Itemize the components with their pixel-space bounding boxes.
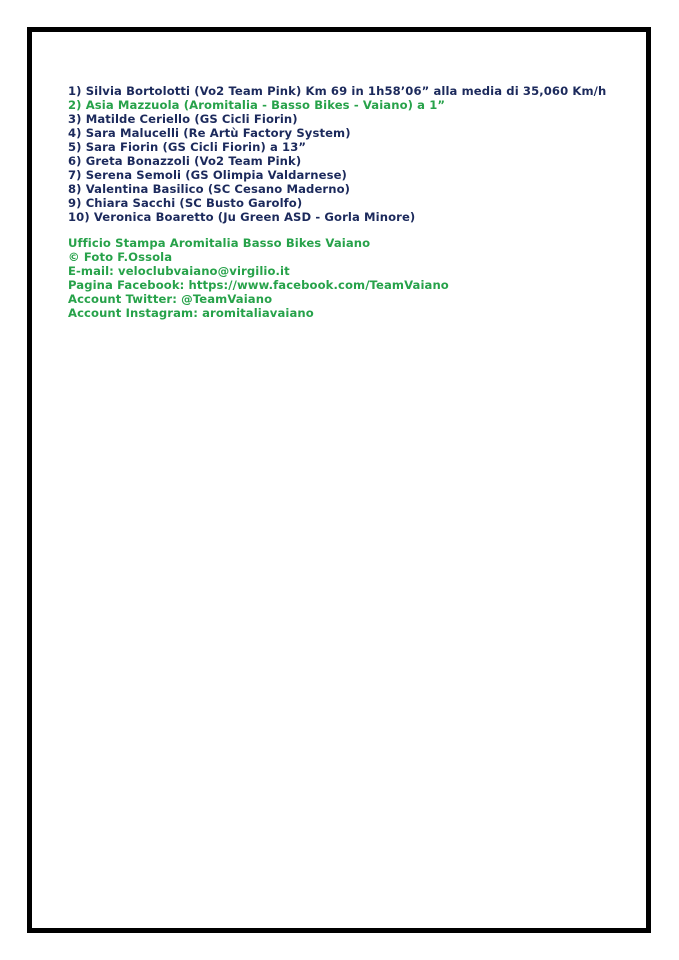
photo-credit-line: © Foto F.Ossola: [68, 250, 173, 264]
result-row-6: 6) Greta Bonazzoli (Vo2 Team Pink): [68, 154, 302, 168]
press-footer: [68, 236, 636, 320]
press-office-line: Ufficio Stampa Aromitalia Basso Bikes Vaiano: [68, 236, 371, 250]
result-row-8: 8) Valentina Basilico (SC Cesano Maderno): [68, 182, 351, 196]
twitter-line[interactable]: Account Twitter: @TeamVaiano: [68, 292, 273, 306]
facebook-line[interactable]: Pagina Facebook: https://www.facebook.com/TeamVaiano: [68, 278, 449, 292]
result-row-5: 5) Sara Fiorin (GS Cicli Fiorin) a 13”: [68, 140, 307, 154]
section-spacer: [68, 224, 636, 236]
result-row-7: 7) Serena Semoli (GS Olimpia Valdarnese): [68, 168, 347, 182]
results-list: [68, 84, 636, 224]
result-row-4: 4) Sara Malucelli (Re Artù Factory System): [68, 126, 351, 140]
result-row-10: 10) Veronica Boaretto (Ju Green ASD - Gorla Minore): [68, 210, 416, 224]
result-row-1: 1) Silvia Bortolotti (Vo2 Team Pink) Km 69 in 1h58’06” alla media di 35,060 Km/h: [68, 84, 607, 98]
result-row-2: 2) Asia Mazzuola (Aromitalia - Basso Bikes - Vaiano) a 1”: [68, 98, 446, 112]
result-row-3: 3) Matilde Ceriello (GS Cicli Fiorin): [68, 112, 298, 126]
page-frame: [27, 27, 651, 933]
document-body: [68, 84, 636, 320]
instagram-line[interactable]: Account Instagram: aromitaliavaiano: [68, 306, 314, 320]
email-line[interactable]: E-mail: veloclubvaiano@virgilio.it: [68, 264, 290, 278]
result-row-9: 9) Chiara Sacchi (SC Busto Garolfo): [68, 196, 303, 210]
